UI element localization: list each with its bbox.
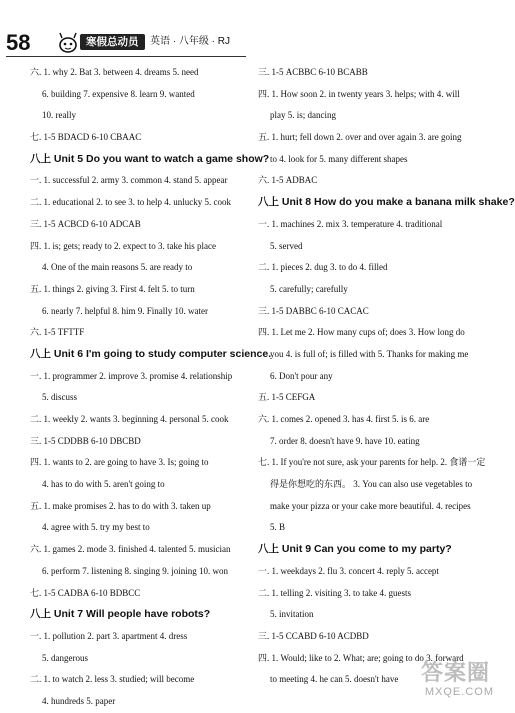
answer-line: 五. 1. things 2. giving 3. First 4. felt 5. to turn — [30, 283, 195, 294]
answer-line: 六. 1. why 2. Bat 3. between 4. dreams 5. need — [30, 67, 199, 77]
answer-line: 六. 1-5 ADBAC — [258, 175, 318, 186]
answer-line: 4. hundreds 5. paper — [42, 695, 116, 706]
answer-line: 四. 1. is; gets; ready to 2. expect to 3. take his place — [30, 240, 216, 251]
answer-line: make your pizza or your cake more beautiful. 4. recipes — [270, 500, 471, 511]
answer-line: 6. Don't pour any — [270, 370, 333, 381]
answer-line: 5. B — [270, 522, 286, 533]
answer-line: play 5. is; dancing — [270, 110, 336, 121]
answer-line: 三. 1-5 CDDBB 6-10 DBCBD — [30, 435, 141, 446]
answer-line: 6. perform 7. listening 8. singing 9. joining 10. won — [42, 565, 228, 576]
answer-line: 4. agree with 5. try my best to — [42, 522, 150, 533]
answer-line: 一. 1. successful 2. army 3. common 4. stand 5. appear — [30, 175, 228, 186]
answer-line: 六. 1. comes 2. opened 3. has 4. first 5. is 6. are — [258, 414, 430, 424]
answer-line: 三. 1-5 ACBCD 6-10 ADCAB — [30, 218, 141, 229]
answer-line: 得是你想吃的东西。 3. You can also use vegetables to — [270, 479, 473, 490]
answer-line: 六. 1. games 2. mode 3. finished 4. talented 5. musician — [30, 544, 231, 555]
answer-line: 5. carefully; carefully — [270, 283, 348, 294]
answer-line: 四. 1. wants to 2. are going to have 3. Is; going to — [30, 457, 209, 468]
answer-line: 五. 1-5 CEFGA — [258, 392, 316, 403]
right-column — [258, 62, 515, 691]
answer-line: 八上 Unit 9 Can you come to my party? — [258, 543, 452, 556]
answer-line: 一. 1. programmer 2. improve 3. promise 4. relationship — [30, 370, 233, 381]
answer-line: 6. nearly 7. helpful 8. him 9. Finally 10. water — [42, 305, 208, 316]
watermark-logo-text: 答案圈 — [420, 660, 490, 685]
answer-line: 一. 1. pollution 2. part 3. apartment 4. dress — [30, 630, 188, 641]
answer-line: 四. 1. Would; like to 2. What; are; going to do 3. forward — [258, 652, 464, 663]
answer-line: 七. 1-5 CADBA 6-10 BDBCC — [30, 587, 141, 598]
answer-line: 三. 1-5 CCABD 6-10 ACDBD — [258, 630, 369, 641]
answer-line: 四. 1. How soon 2. in twenty years 3. helps; with 4. will — [258, 88, 460, 99]
answer-line: 5. dangerous — [42, 652, 88, 663]
answer-line: 7. order 8. doesn't have 9. have 10. eating — [270, 435, 420, 446]
answer-line: 八上 Unit 7 Will people have robots? — [30, 608, 211, 621]
page-header — [6, 30, 256, 56]
answer-line: 4. has to do with 5. aren't going to — [42, 479, 165, 490]
answer-line: 二. 1. to watch 2. less 3. studied; will become — [30, 674, 195, 685]
answer-line: 二. 1. pieces 2. dug 3. to do 4. filled — [258, 262, 388, 273]
answer-line: 5. invitation — [270, 609, 314, 620]
answer-line: 五. 1. hurt; fell down 2. over and over again 3. are going — [258, 132, 462, 143]
answer-line: you 4. is full of; is filled with 5. Thanks for making me — [270, 348, 469, 359]
answer-line: 一. 1. machines 2. mix 3. temperature 4. traditional — [258, 218, 443, 229]
answer-line: to 4. look for 5. many different shapes — [270, 153, 408, 164]
answer-line: 五. 1. make promises 2. has to do with 3. taken up — [30, 500, 211, 511]
answer-line: 二. 1. educational 2. to see 3. to help 4. unlucky 5. cook — [30, 197, 231, 208]
answer-line: 5. served — [270, 240, 303, 251]
left-column — [30, 62, 272, 713]
page-number: 58 — [6, 30, 31, 55]
answer-line: 四. 1. Let me 2. How many cups of; does 3. How long do — [258, 327, 465, 338]
answer-line: 六. 1-5 TFTTF — [30, 327, 85, 338]
answer-line: 三. 1-5 DABBC 6-10 CACAC — [258, 305, 369, 316]
answer-line: 6. building 7. expensive 8. learn 9. wanted — [42, 88, 195, 99]
mascot-icon — [56, 32, 80, 54]
watermark-url: MXQE.COM — [424, 686, 494, 698]
answer-line: 10. really — [42, 110, 76, 121]
answer-line: 八上 Unit 5 Do you want to watch a game show? — [30, 152, 270, 165]
header-title-bar — [80, 34, 256, 50]
answer-line: to meeting 4. he can 5. doesn't have — [270, 674, 399, 685]
answer-line: 5. discuss — [42, 392, 78, 403]
answer-line: 七. 1. If you're not sure, ask your parents for help. 2. 食谱一定 — [258, 457, 486, 468]
book-subtitle: 英语 · 八年级 · RJ — [150, 36, 230, 47]
answer-line: 八上 Unit 8 How do you make a banana milk shake? — [258, 196, 515, 209]
answer-line: 4. One of the main reasons 5. are ready to — [42, 262, 193, 273]
answer-line: 二. 1. weekly 2. wants 3. beginning 4. personal 5. cook — [30, 414, 229, 424]
book-title: 寒假总动员 — [80, 34, 145, 50]
answer-line: 三. 1-5 ACBBC 6-10 BCABB — [258, 67, 368, 77]
answer-line: 八上 Unit 6 I'm going to study computer science. — [30, 347, 272, 360]
answer-line: 一. 1. weekdays 2. flu 3. concert 4. reply 5. accept — [258, 565, 439, 576]
header-divider — [6, 56, 246, 57]
answer-line: 七. 1-5 BDACD 6-10 CBAAC — [30, 132, 142, 143]
answer-line: 二. 1. telling 2. visiting 3. to take 4. guests — [258, 587, 411, 598]
watermark — [398, 656, 494, 698]
